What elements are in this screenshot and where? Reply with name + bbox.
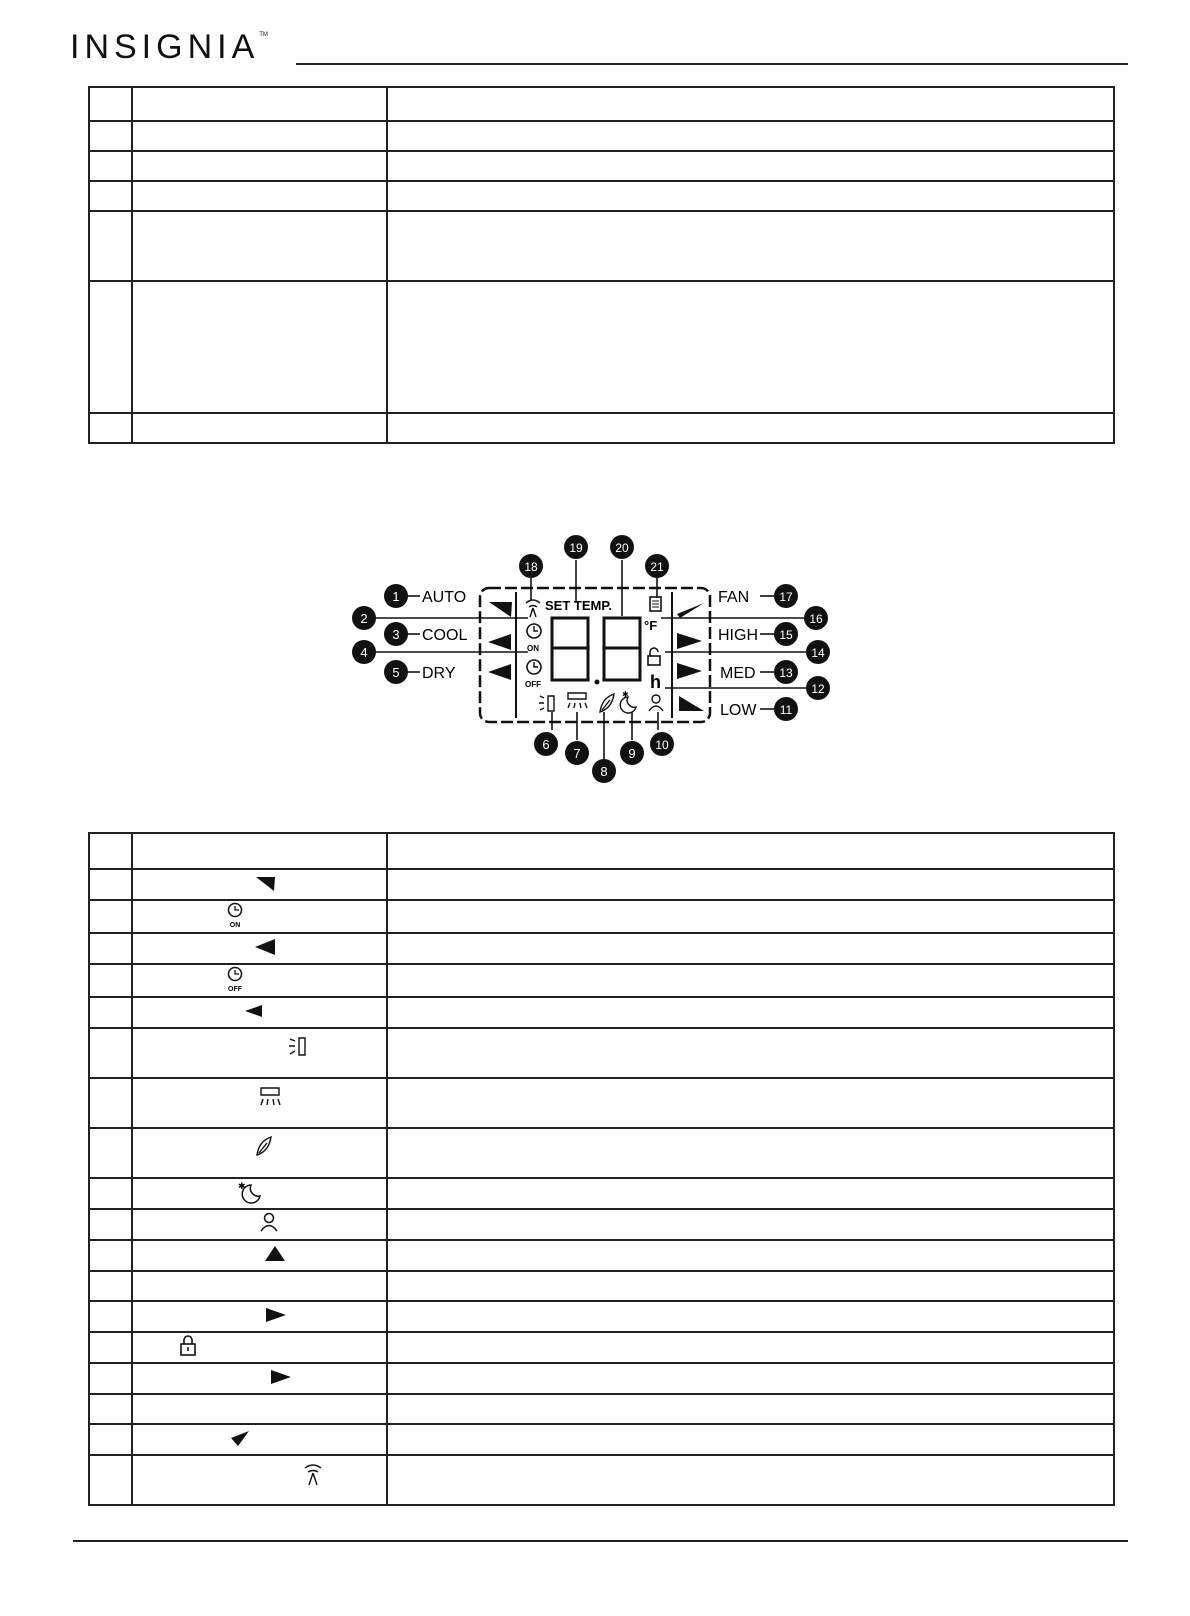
label-fan: FAN <box>718 589 750 606</box>
callout-3: 3 <box>392 627 400 642</box>
label-low: LOW <box>720 702 757 719</box>
sleep-moon-icon <box>139 1179 394 1205</box>
swing-left-icon <box>488 634 511 650</box>
table-row <box>89 1363 1114 1394</box>
swing-down-left-icon <box>677 603 704 618</box>
hour-label: h <box>650 672 661 692</box>
callout-20: 20 <box>615 541 629 555</box>
timer-off-icon <box>139 965 394 993</box>
timer-off-text: OFF <box>228 986 242 993</box>
speed-high-arrow-icon <box>677 633 702 649</box>
table-row <box>89 964 1114 997</box>
degree-f-label: °F <box>644 618 658 633</box>
bottom-table <box>88 832 1115 1506</box>
timer-off-label: OFF <box>525 680 541 689</box>
callout-14: 14 <box>811 646 825 660</box>
speed-low-arrow-icon <box>679 696 704 711</box>
table-row <box>89 1078 1114 1128</box>
callout-9: 9 <box>628 746 636 761</box>
table-row <box>89 869 1114 900</box>
display-diagram <box>0 0 1190 800</box>
table-row <box>89 1424 1114 1455</box>
table-row <box>89 1209 1114 1240</box>
timer-on-text: ON <box>229 922 241 929</box>
down-left-triangle-icon <box>139 1425 394 1451</box>
top-callouts <box>519 535 669 578</box>
callout-17: 17 <box>779 590 793 604</box>
sleep-moon-icon <box>620 697 636 713</box>
callout-4: 4 <box>360 645 368 660</box>
right-triangle-icon-2 <box>139 1364 394 1390</box>
callout-12: 12 <box>811 682 825 696</box>
lock-icon <box>139 1333 394 1359</box>
table-row <box>89 1332 1114 1363</box>
down-right-triangle-icon <box>139 870 394 896</box>
table-row <box>89 1455 1114 1505</box>
right-triangle-icon <box>139 1302 394 1328</box>
left-triangle-icon <box>139 934 394 960</box>
leaf-icon <box>139 1135 394 1159</box>
swing-icon <box>139 1462 394 1488</box>
callout-18: 18 <box>524 560 538 574</box>
swing-left-icon-2 <box>488 664 511 680</box>
ionizer-icon <box>139 1035 394 1059</box>
table-row <box>89 997 1114 1028</box>
callout-13: 13 <box>779 666 793 680</box>
callout-11: 11 <box>779 703 793 717</box>
callout-6: 6 <box>542 737 550 752</box>
table-row <box>89 1240 1114 1271</box>
table-row <box>89 900 1114 933</box>
air-conditioner-icon <box>139 1085 394 1109</box>
table-row <box>89 933 1114 964</box>
decimal-point <box>595 680 600 685</box>
up-right-triangle-icon <box>139 1241 394 1267</box>
ionizer-icon <box>539 696 554 711</box>
label-med: MED <box>720 665 756 682</box>
person-icon <box>652 695 660 703</box>
table-row <box>89 1271 1114 1301</box>
callout-15: 15 <box>779 628 793 642</box>
table-row <box>89 1128 1114 1178</box>
timer-on-icon <box>139 901 394 929</box>
digit-two <box>604 618 640 680</box>
leaf-icon <box>600 694 614 712</box>
svg-text:✱: ✱ <box>622 690 629 699</box>
person-icon <box>139 1210 394 1236</box>
footer-rule <box>73 1540 1128 1542</box>
callout-7: 7 <box>573 746 581 761</box>
callout-1: 1 <box>392 589 400 604</box>
table-row <box>89 833 1114 869</box>
small-left-triangle-icon <box>139 998 394 1024</box>
brand-name: INSIGNIA <box>70 28 260 66</box>
swing-icon <box>526 600 540 617</box>
trademark-mark: TM <box>259 32 268 38</box>
swing-down-right-icon <box>489 602 512 617</box>
air-conditioner-icon <box>568 693 587 708</box>
label-auto: AUTO <box>422 589 467 606</box>
table-row <box>89 1301 1114 1332</box>
lock-icon <box>648 656 660 665</box>
callout-10: 10 <box>655 738 669 752</box>
table-row <box>89 1394 1114 1424</box>
label-high: HIGH <box>718 627 758 644</box>
label-cool: COOL <box>422 627 468 644</box>
timer-on-label: ON <box>527 644 539 653</box>
svg-text:✱: ✱ <box>238 1181 246 1191</box>
table-row <box>89 1178 1114 1209</box>
table-row <box>89 1028 1114 1078</box>
set-temp-label: SET TEMP. <box>545 598 612 613</box>
label-dry: DRY <box>422 665 456 682</box>
callout-21: 21 <box>650 560 664 574</box>
callout-2: 2 <box>360 611 368 626</box>
digit-one <box>552 618 588 680</box>
speed-med-arrow-icon <box>677 663 702 679</box>
temperature-digits <box>552 618 640 680</box>
callout-5: 5 <box>392 665 400 680</box>
callout-8: 8 <box>600 764 608 779</box>
callout-19: 19 <box>569 541 583 555</box>
callout-16: 16 <box>809 612 823 626</box>
